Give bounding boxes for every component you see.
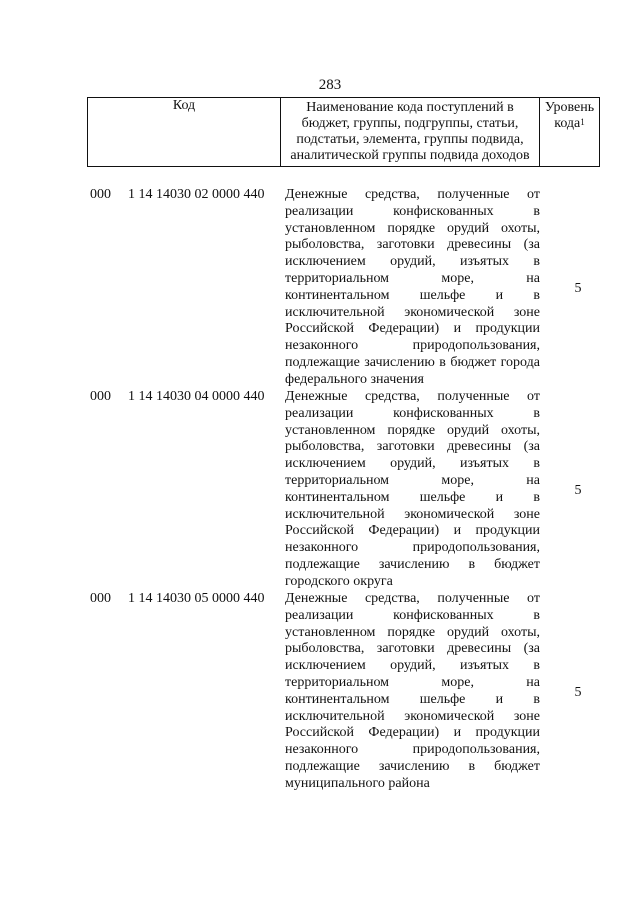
header-level-label: Уровень кода (544, 100, 595, 131)
header-code: Код (88, 98, 281, 167)
footnote-marker: 1 (580, 117, 585, 127)
row-name: Денежные средства, полученные от реализации конфискованных в установленном порядке орудий охоты, рыболовства, заготовки древесины (за исключением орудий, изъятых в территориальном море, на континентальном шельфе и в исключительной экономической зоне Российской Федерации) и продукции незаконного природопользования, подлежащие зачислению в бюджет муниципального района (285, 591, 540, 791)
row-code: 1 14 14030 02 0000 440 (128, 187, 265, 202)
row-level: 5 (574, 281, 582, 296)
row-name: Денежные средства, полученные от реализации конфискованных в установленном порядке орудий охоты, рыболовства, заготовки древесины (за исключением орудий, изъятых в территориальном море, на континентальном шельфе и в исключительной экономической зоне Российской Федерации) и продукции незаконного природопользования, подлежащие зачислению в бюджет города федерального значения (285, 187, 540, 387)
header-level (540, 98, 600, 167)
row-level: 5 (574, 685, 582, 700)
page-number: 283 (318, 77, 342, 93)
header-name: Наименование кода поступлений в бюджет, группы, подгруппы, статьи, подстатьи, элемента, группы подвида, аналитической группы подвида доходов (281, 98, 540, 167)
row-code: 1 14 14030 05 0000 440 (128, 591, 265, 606)
row-level: 5 (574, 483, 582, 498)
table-header (87, 97, 600, 167)
row-prefix: 000 (90, 187, 111, 202)
row-prefix: 000 (90, 591, 111, 606)
row-name: Денежные средства, полученные от реализации конфискованных в установленном порядке орудий охоты, рыболовства, заготовки древесины (за исключением орудий, изъятых в территориальном море, на континентальном шельфе и в исключительной экономической зоне Российской Федерации) и продукции незаконного природопользования, подлежащие зачислению в бюджет городского округа (285, 389, 540, 589)
row-code: 1 14 14030 04 0000 440 (128, 389, 265, 404)
row-prefix: 000 (90, 389, 111, 404)
